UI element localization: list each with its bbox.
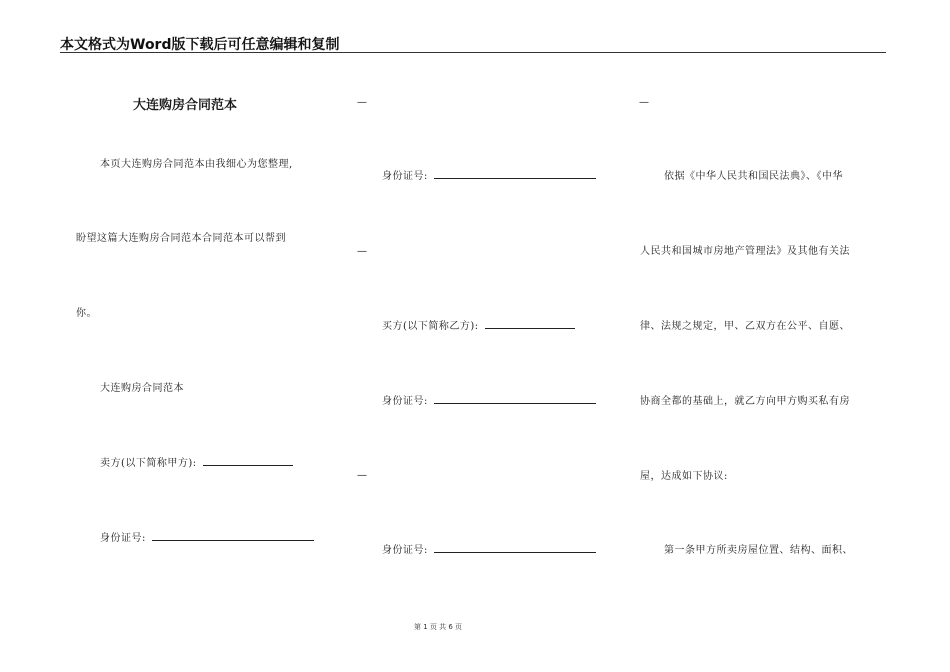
seller-id-field <box>100 529 314 544</box>
intro-line-1: 本页大连购房合同范本由我细心为您整理, <box>100 159 293 170</box>
contract-title: 大连购房合同范本 <box>133 98 238 113</box>
seller-id-blank-line <box>152 531 314 541</box>
contract-subtitle: 大连购房合同范本 <box>100 383 184 394</box>
clause-line-1: 依据《中华人民共和国民法典》、《中华 <box>664 171 843 182</box>
seller-blank-line <box>203 456 293 466</box>
seller-field <box>100 454 293 469</box>
id-label-4: 身份证号: <box>382 545 428 556</box>
buyer-blank-line <box>485 319 575 329</box>
clause-line-4: 协商全都的基础上，就乙方向甲方购买私有房 <box>640 396 850 407</box>
seller-label: 卖方(以下简称甲方): <box>100 458 197 469</box>
intro-line-3: 你。 <box>76 308 97 319</box>
clause-line-2: 人民共和国城市房地产管理法》及其他有关法 <box>640 246 850 257</box>
id-field-4 <box>382 541 596 556</box>
clause-line-3: 律、法规之规定，甲、乙双方在公平、自愿、 <box>640 321 850 332</box>
intro-line-2: 盼望这篇大连购房合同范本合同范本可以帮到 <box>76 233 286 244</box>
id-blank-line-4 <box>434 543 596 553</box>
id-label-2: 身份证号: <box>382 171 428 182</box>
clause-line-5: 屋，达成如下协议: <box>640 471 728 482</box>
dash-mark-1: — <box>357 97 367 108</box>
header-divider <box>60 52 886 53</box>
dash-mark-3: — <box>357 470 367 481</box>
document-header-title: 本文格式为Word版下载后可任意编辑和复制 <box>60 37 340 53</box>
dash-mark-4: — <box>639 97 649 108</box>
dash-mark-2: — <box>357 246 367 257</box>
buyer-field <box>382 317 575 332</box>
id-blank-line-2 <box>434 169 596 179</box>
buyer-id-blank-line <box>434 394 596 404</box>
buyer-id-label: 身份证号: <box>382 396 428 407</box>
page-number: 第 1 页 共 6 页 <box>414 623 463 631</box>
seller-id-label: 身份证号: <box>100 533 146 544</box>
id-field-2 <box>382 167 596 182</box>
clause-line-6: 第一条甲方所卖房屋位置、结构、面积、 <box>664 545 853 556</box>
buyer-label: 买方(以下简称乙方): <box>382 321 479 332</box>
buyer-id-field <box>382 392 596 407</box>
